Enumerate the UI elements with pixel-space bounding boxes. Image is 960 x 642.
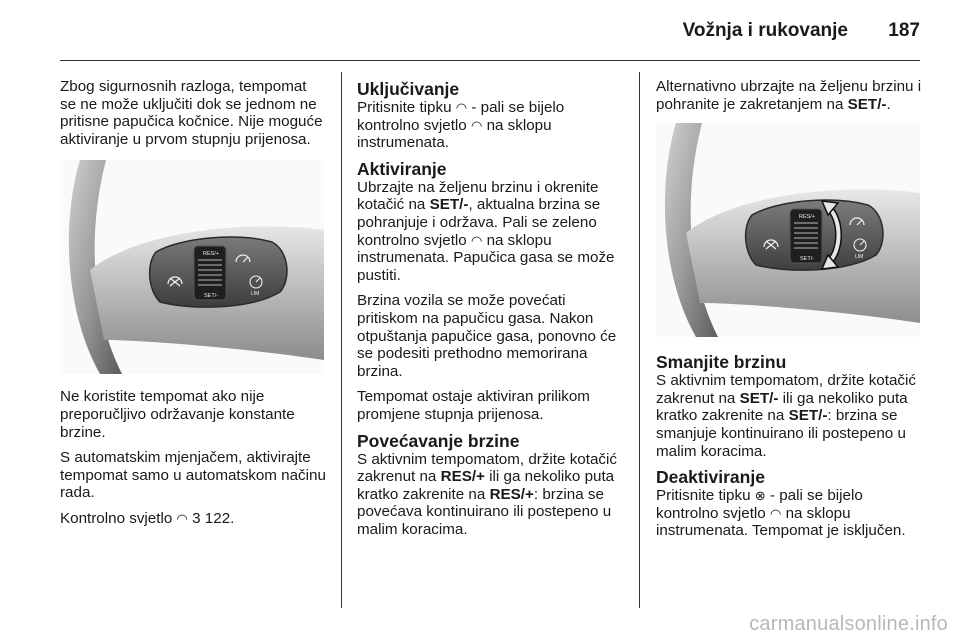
heading-smanjite: Smanjite brzinu (656, 352, 787, 373)
paragraph-povecavanje: S aktivnim tempomatom, držite kotačić zakrenut na RES/+ ili ga nekoliko puta kratko zakrenite na RES/+: brzina se povećava kontinuirano ili postepeno u malim koracima. (357, 450, 617, 538)
paragraph-indicator-ref: Kontrolno svjetlo ◠ 3 122. (60, 509, 235, 527)
paragraph-deaktiviranje: Pritisnite tipku ⊗ - pali se bijelo kontrolno svjetlo ◠ na sklopu instrumenata. Tempomat je isključen. (656, 487, 906, 540)
cruise-cancel-icon: ⊗ (754, 488, 766, 504)
page-number: 187 (888, 20, 920, 41)
paragraph-smanjite: S aktivnim tempomatom, držite kotačić zakrenut na SET/- ili ga nekoliko puta kratko zakrenite na SET/-: brzina se smanjuje kontinuirano ili postepeno u malim koracima. (656, 372, 916, 460)
fig1-res-label: RES/+ (203, 251, 220, 258)
column-2 (357, 78, 625, 546)
paragraph-constant-speed: Ne koristite tempomat ako nije preporučljivo održavanje konstante brzine. (60, 388, 295, 441)
cruise-control-icon: ◠ (470, 232, 483, 248)
page-title: Vožnja i rukovanje (682, 20, 848, 41)
cruise-control-icon: ◠ (176, 510, 188, 526)
steering-wheel-controls-figure (60, 160, 324, 374)
column-1 (60, 78, 326, 536)
heading-aktiviranje: Aktiviranje (357, 158, 447, 179)
paragraph-safety: Zbog sigurnosnih razloga, tempomat se ne može uključiti dok se jednom ne pritisne papučica kočnice. Nije moguće aktiviranje u prvom stupnju prijenosa. (60, 78, 323, 148)
thumbwheel-rotation-figure (656, 123, 920, 337)
heading-ukljucivanje: Uključivanje (357, 79, 460, 99)
fig2-lim-label: LIM (855, 254, 864, 261)
fig1-lim-label: LIM (251, 291, 260, 298)
paragraph-automatic: S automatskim mjenjačem, aktivirajte tempomat samo u automatskom načinu rada. (60, 449, 326, 502)
page-header (0, 0, 960, 62)
fig1-set-label: SET/- (204, 293, 219, 300)
fig2-set-label: SET/- (800, 256, 815, 263)
page-reference-arrow-icon: 3 (192, 509, 201, 527)
heading-deaktiviranje: Deaktiviranje (656, 467, 765, 488)
header-rule (60, 60, 920, 61)
paragraph-gear-change: Tempomat ostaje aktiviran prilikom promjene stupnja prijenosa. (357, 388, 590, 423)
cruise-control-icon: ◠ (769, 505, 782, 521)
column-divider-1 (341, 72, 342, 608)
heading-povecavanje: Povećavanje brzine (357, 430, 520, 451)
cruise-control-icon: ◠ (455, 100, 468, 115)
paragraph-ukljucivanje: Pritisnite tipku ◠ - pali se bijelo kontrolno svjetlo ◠ na sklopu instrumenata. (357, 99, 565, 152)
paragraph-accelerate: Brzina vozila se može povećati pritiskom na papučicu gasa. Nakon otpuštanja papučice gasa, ponovno će se podesiti prethodno memorirana brzina. (357, 292, 617, 380)
paragraph-aktiviranje: Ubrzajte na željenu brzinu i okrenite kotačić na SET/-, aktualna brzina se pohranjuje i održava. Pali se zeleno kontrolno svjetlo ◠ na sklopu instrumenata. Papučica gasa se može pustiti. (357, 178, 615, 284)
paragraph-alternative: Alternativno ubrzajte na željenu brzinu i pohranite je zakretanjem na SET/-. (656, 78, 922, 113)
column-divider-2 (639, 72, 640, 608)
column-3 (656, 78, 924, 548)
watermark: carmanualsonline.info (749, 613, 948, 635)
fig2-res-label: RES/+ (799, 214, 816, 221)
cruise-control-icon: ◠ (470, 117, 483, 133)
